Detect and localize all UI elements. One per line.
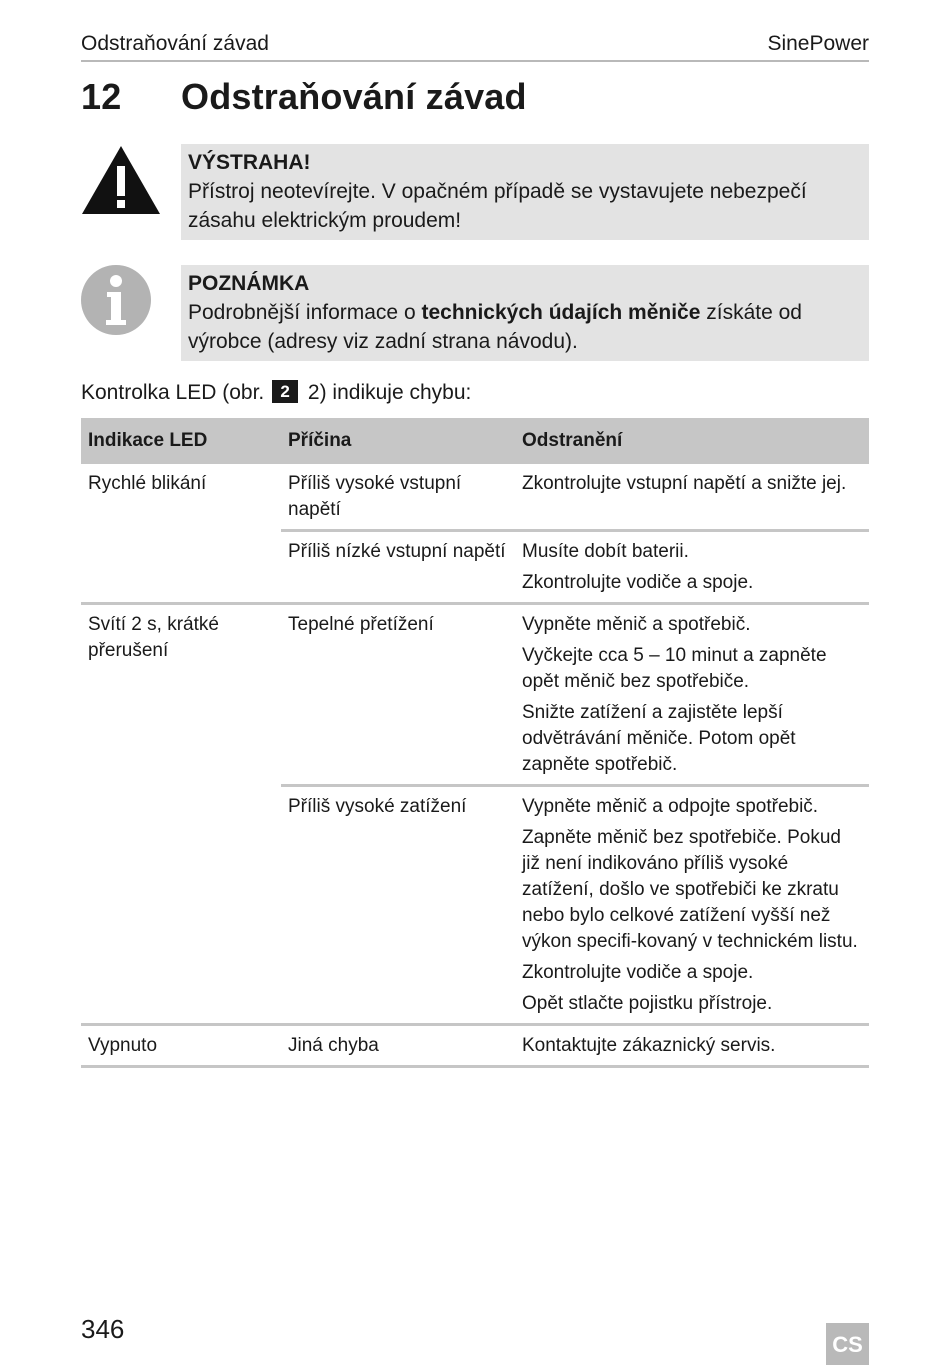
remedy-item: Snižte zatížení a zajistěte lepší odvětrávání měniče. Potom opět zapněte spotřebič. [522,702,796,775]
table-header-row [81,418,869,464]
remedy-cell [515,786,869,1025]
remedy-cell [515,531,869,604]
note-text-line1 [188,298,861,327]
cause-cell: Tepelné přetížení [281,604,515,786]
cause-cell: Příliš vysoké vstupní napětí [281,464,515,531]
chapter-title-text: Odstraňování závad [181,76,527,117]
remedy-item: Zkontrolujte vstupní napětí a snižte jej. [522,473,847,494]
warning-text-line2: zásahu elektrickým proudem! [188,209,462,232]
remedy-cell [515,604,869,786]
note-text-bold: technických údajích měniče [421,301,701,324]
chapter-number: 12 [81,76,122,117]
indication-cell: Rychlé blikání [81,464,281,604]
note-text-before: Podrobnější informace o [188,301,422,324]
fault-table [81,418,869,1068]
warning-box [181,144,869,240]
remedy-cell [515,1025,869,1067]
indication-cell: Vypnuto [81,1025,281,1067]
remedy-item: Vyčkejte cca 5 – 10 minut a zapněte opět měnič bez spotřebiče. [522,645,827,692]
remedy-item: Zapněte měnič bez spotřebiče. Pokud již není indikováno příliš vysoké zatížení, došlo ve spotřebiči ke zkratu nebo bylo celkové zatížení vyšší než výkon specifi-kovaný v technickém listu. [522,827,858,952]
table-row [81,1025,869,1067]
cause-cell: Jiná chyba [281,1025,515,1067]
intro-after: 2) indikuje chybu: [302,381,472,404]
note-heading: POZNÁMKA [188,272,310,295]
warning-triangle-icon [80,144,162,216]
header-product: SinePower [767,32,869,55]
note-box [181,265,869,361]
running-header [81,30,869,62]
indication-cell: Svítí 2 s, krátké přerušení [81,604,281,1025]
info-icon [80,264,152,336]
header-cause: Příčina [281,418,515,464]
cause-cell: Příliš vysoké zatížení [281,786,515,1025]
remedy-item: Musíte dobít baterii. [522,541,689,562]
intro-before: Kontrolka LED (obr. [81,381,271,404]
cause-cell: Příliš nízké vstupní napětí [281,531,515,604]
warning-heading: VÝSTRAHA! [188,151,311,174]
remedy-item: Zkontrolujte vodiče a spoje. [522,572,754,593]
remedy-cell [515,464,869,531]
note-text-after: získáte od [700,301,802,324]
language-tab: CS [826,1323,869,1365]
header-section: Odstraňování závad [81,32,269,55]
figure-badge: 2 [272,380,298,403]
led-intro [81,380,471,405]
remedy-item: Vypněte měnič a spotřebič. [522,614,751,635]
note-text-line2: výrobce (adresy viz zadní strana návodu). [188,330,578,353]
warning-text-line1: Přístroj neotevírejte. V opačném případě se vystavujete nebezpečí [188,180,807,203]
header-indication: Indikace LED [81,418,281,464]
header-remedy: Odstranění [515,418,869,464]
remedy-item: Vypněte měnič a odpojte spotřebič. [522,796,819,817]
page-number: 346 [81,1314,125,1344]
table-row [81,604,869,786]
remedy-item: Opět stlačte pojistku přístroje. [522,993,773,1014]
table-row [81,464,869,531]
remedy-item: Kontaktujte zákaznický servis. [522,1035,776,1056]
remedy-item: Zkontrolujte vodiče a spoje. [522,962,754,983]
